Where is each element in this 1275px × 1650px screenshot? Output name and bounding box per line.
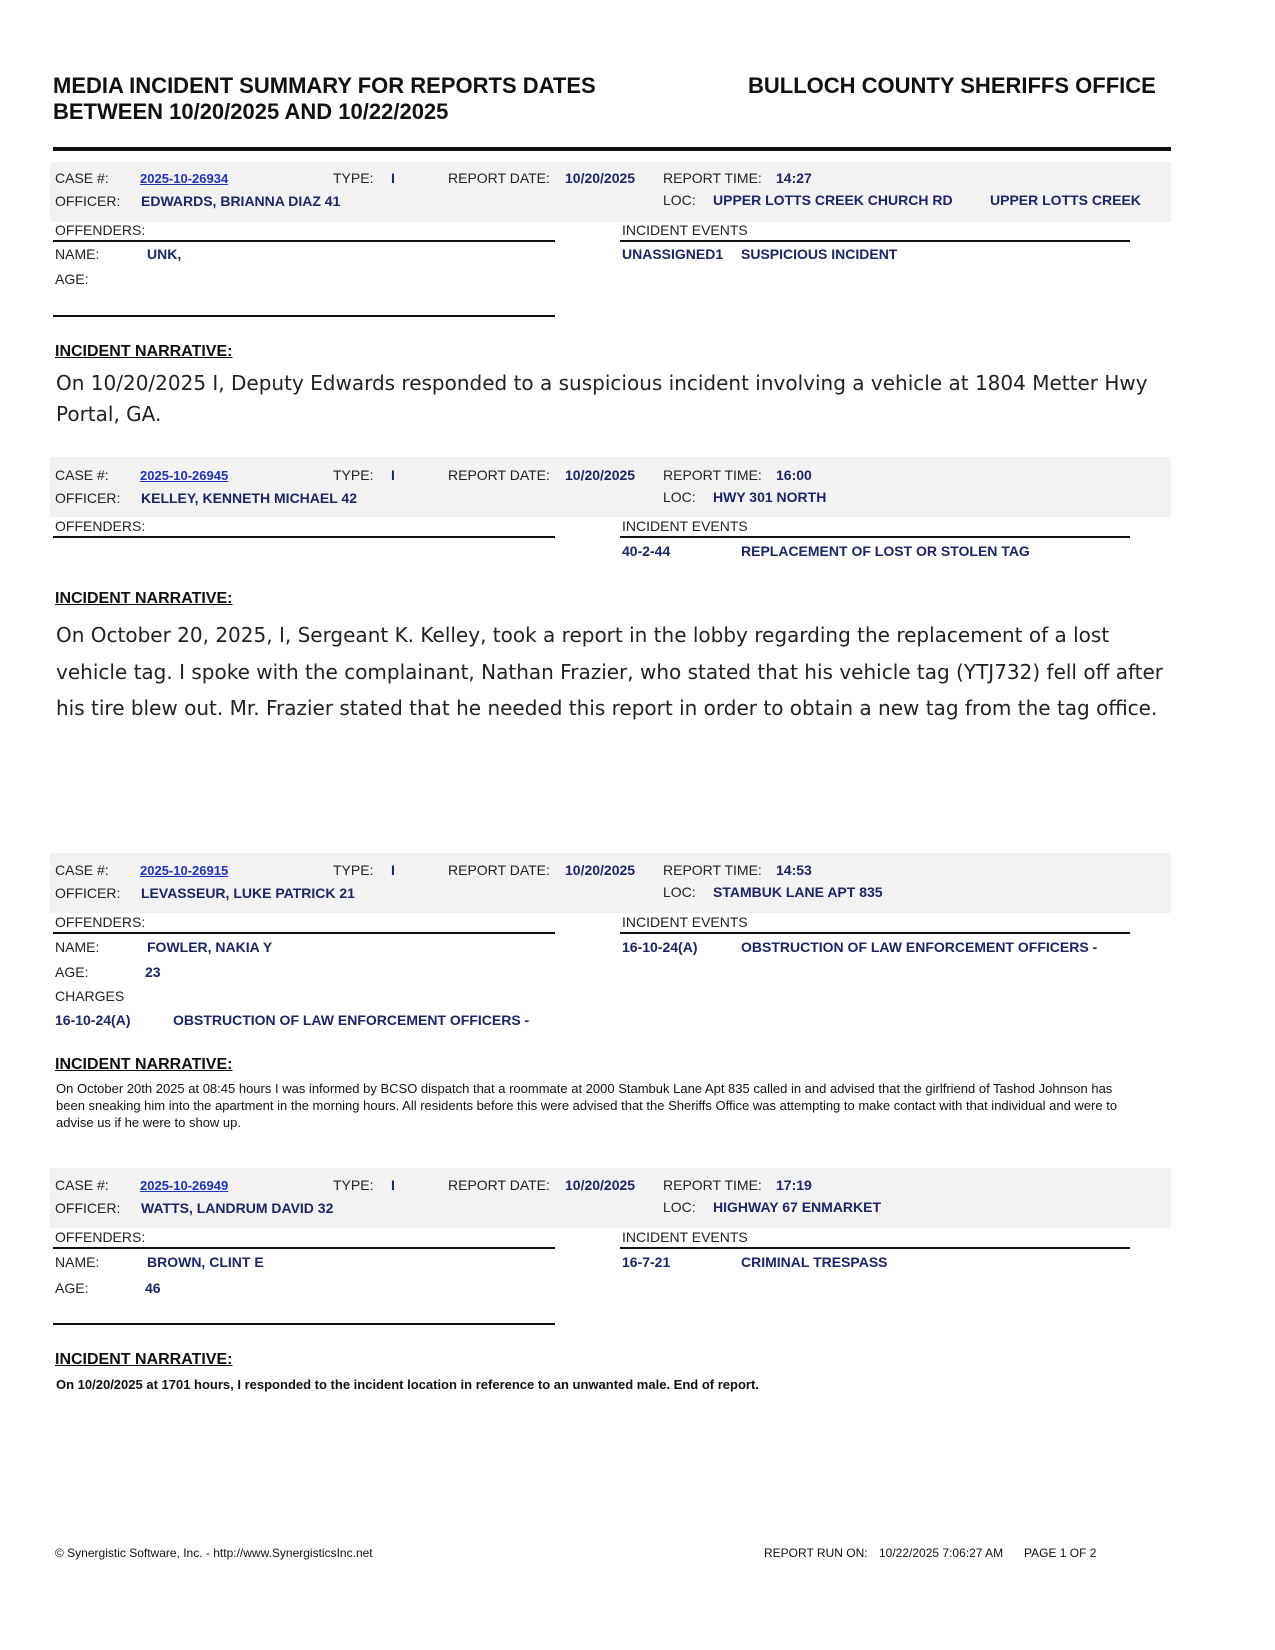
offenders-rule — [53, 932, 555, 934]
report-date-value: 10/20/2025 — [565, 170, 636, 186]
case-number-link[interactable]: 2025-10-26934 — [140, 171, 229, 186]
name-label: NAME: — [55, 1254, 100, 1270]
case-number-link[interactable]: 2025-10-26915 — [140, 863, 229, 878]
event-description: SUSPICIOUS INCIDENT — [741, 246, 898, 262]
case-header-band — [50, 457, 1171, 517]
charges-label: CHARGES — [55, 988, 125, 1004]
offender-name: BROWN, CLINT E — [147, 1254, 264, 1270]
events-rule — [620, 932, 1130, 934]
officer-label: OFFICER: — [55, 490, 121, 506]
report-time-value: 17:19 — [776, 1177, 812, 1193]
narrative-text: On 10/20/2025 I, Deputy Edwards responded to a suspicious incident involving a vehicle at 1804 Metter Hwy Portal, GA. — [56, 371, 1148, 426]
events-rule — [620, 240, 1130, 242]
report-time-value: 14:27 — [776, 170, 812, 186]
type-value: I — [391, 862, 395, 878]
report-date-label: REPORT DATE: — [448, 170, 550, 186]
case-number-link[interactable]: 2025-10-26945 — [140, 468, 229, 483]
offender-age: 46 — [145, 1280, 161, 1296]
report-run-value: 10/22/2025 7:06:27 AM — [879, 1546, 1004, 1560]
events-rule — [620, 536, 1130, 538]
report-date-value: 10/20/2025 — [565, 1177, 636, 1193]
offenders-label: OFFENDERS: — [55, 222, 146, 238]
report-time-label: REPORT TIME: — [663, 467, 762, 483]
case-label: CASE #: — [55, 862, 109, 878]
offender-age: 23 — [145, 964, 161, 980]
offenders-rule — [53, 240, 555, 242]
type-label: TYPE: — [333, 862, 374, 878]
loc-value: HIGHWAY 67 ENMARKET — [713, 1199, 882, 1215]
offenders-label: OFFENDERS: — [55, 914, 146, 930]
report-run-label: REPORT RUN ON: — [764, 1546, 868, 1560]
officer-value: WATTS, LANDRUM DAVID 32 — [141, 1200, 334, 1216]
event-code: 16-10-24(A) — [622, 939, 698, 955]
page-number: PAGE 1 OF 2 — [1024, 1546, 1097, 1560]
case-label: CASE #: — [55, 170, 109, 186]
name-label: NAME: — [55, 939, 100, 955]
report-title-line2: BETWEEN 10/20/2025 AND 10/22/2025 — [53, 99, 449, 124]
offender-name: FOWLER, NAKIA Y — [147, 939, 273, 955]
loc-area-value: UPPER LOTTS CREEK — [990, 192, 1141, 208]
type-value: I — [391, 170, 395, 186]
officer-label: OFFICER: — [55, 1200, 121, 1216]
officer-label: OFFICER: — [55, 193, 121, 209]
loc-label: LOC: — [663, 489, 696, 505]
narrative-heading: INCIDENT NARRATIVE: — [55, 343, 233, 360]
report-time-label: REPORT TIME: — [663, 862, 762, 878]
agency-name: BULLOCH COUNTY SHERIFFS OFFICE — [748, 73, 1156, 98]
report-date-label: REPORT DATE: — [448, 1177, 550, 1193]
name-label: NAME: — [55, 246, 100, 262]
report-date-label: REPORT DATE: — [448, 467, 550, 483]
offender-name: UNK, — [147, 246, 182, 262]
age-label: AGE: — [55, 1280, 89, 1296]
narrative-text: On October 20, 2025, I, Sergeant K. Kelley, took a report in the lobby regarding the replacement of a lost vehicle tag. I spoke with the complainant, Nathan Frazier, who stated that his vehicle tag (YTJ732) fell off after his tire blew out. Mr. Frazier stated that he needed this report in order to obtain a new tag from the tag office. — [56, 623, 1164, 720]
loc-value: STAMBUK LANE APT 835 — [713, 884, 883, 900]
event-description: CRIMINAL TRESPASS — [741, 1254, 888, 1270]
copyright-text: © Synergistic Software, Inc. - http://www.SynergisticsInc.net — [55, 1546, 373, 1560]
narrative-heading: INCIDENT NARRATIVE: — [55, 590, 233, 607]
loc-label: LOC: — [663, 884, 696, 900]
narrative-text: On October 20th 2025 at 08:45 hours I was informed by BCSO dispatch that a roommate at 2000 Stambuk Lane Apt 835 called in and advised that the girlfriend of Tashod Johnson has been sneaking him into the apartment in the morning hours. All residents before this were advised that the Sheriffs Office was attempting to make contact with that individual and were to advise us if he were to show up. — [56, 1081, 1118, 1130]
report-time-label: REPORT TIME: — [663, 170, 762, 186]
loc-value: HWY 301 NORTH — [713, 489, 827, 505]
report-time-value: 14:53 — [776, 862, 812, 878]
narrative-text: On 10/20/2025 at 1701 hours, I responded to the incident location in reference to an unwanted male. End of report. — [56, 1377, 759, 1392]
event-description: REPLACEMENT OF LOST OR STOLEN TAG — [741, 543, 1030, 559]
loc-label: LOC: — [663, 1199, 696, 1215]
loc-label: LOC: — [663, 192, 696, 208]
report-title-line1: MEDIA INCIDENT SUMMARY FOR REPORTS DATES — [53, 73, 596, 98]
event-description: OBSTRUCTION OF LAW ENFORCEMENT OFFICERS - — [741, 939, 1098, 955]
age-label: AGE: — [55, 964, 89, 980]
case-number-link[interactable]: 2025-10-26949 — [140, 1178, 229, 1193]
incident-events-label: INCIDENT EVENTS — [622, 518, 748, 534]
age-label: AGE: — [55, 271, 89, 287]
event-code: 40-2-44 — [622, 543, 671, 559]
incident-events-label: INCIDENT EVENTS — [622, 222, 748, 238]
offenders-end-rule — [53, 1323, 555, 1325]
charge-description: OBSTRUCTION OF LAW ENFORCEMENT OFFICERS - — [173, 1012, 530, 1028]
offenders-end-rule — [53, 315, 555, 317]
charge-code: 16-10-24(A) — [55, 1012, 131, 1028]
officer-label: OFFICER: — [55, 885, 121, 901]
events-rule — [620, 1247, 1130, 1249]
narrative-heading: INCIDENT NARRATIVE: — [55, 1351, 233, 1368]
type-value: I — [391, 1177, 395, 1193]
type-value: I — [391, 467, 395, 483]
event-code: UNASSIGNED1 — [622, 246, 724, 262]
case-label: CASE #: — [55, 1177, 109, 1193]
officer-value: KELLEY, KENNETH MICHAEL 42 — [141, 490, 357, 506]
report-date-value: 10/20/2025 — [565, 862, 636, 878]
offenders-rule — [53, 1247, 555, 1249]
report-time-value: 16:00 — [776, 467, 812, 483]
report-time-label: REPORT TIME: — [663, 1177, 762, 1193]
incident-events-label: INCIDENT EVENTS — [622, 1229, 748, 1245]
incident-events-label: INCIDENT EVENTS — [622, 914, 748, 930]
narrative-heading: INCIDENT NARRATIVE: — [55, 1056, 233, 1073]
offenders-rule — [53, 536, 555, 538]
offenders-label: OFFENDERS: — [55, 1229, 146, 1245]
officer-value: EDWARDS, BRIANNA DIAZ 41 — [141, 193, 341, 209]
case-label: CASE #: — [55, 467, 109, 483]
type-label: TYPE: — [333, 1177, 374, 1193]
officer-value: LEVASSEUR, LUKE PATRICK 21 — [141, 885, 355, 901]
type-label: TYPE: — [333, 170, 374, 186]
report-date-value: 10/20/2025 — [565, 467, 636, 483]
type-label: TYPE: — [333, 467, 374, 483]
header-rule — [53, 147, 1171, 151]
offenders-label: OFFENDERS: — [55, 518, 146, 534]
event-code: 16-7-21 — [622, 1254, 671, 1270]
loc-value: UPPER LOTTS CREEK CHURCH RD — [713, 192, 953, 208]
report-date-label: REPORT DATE: — [448, 862, 550, 878]
